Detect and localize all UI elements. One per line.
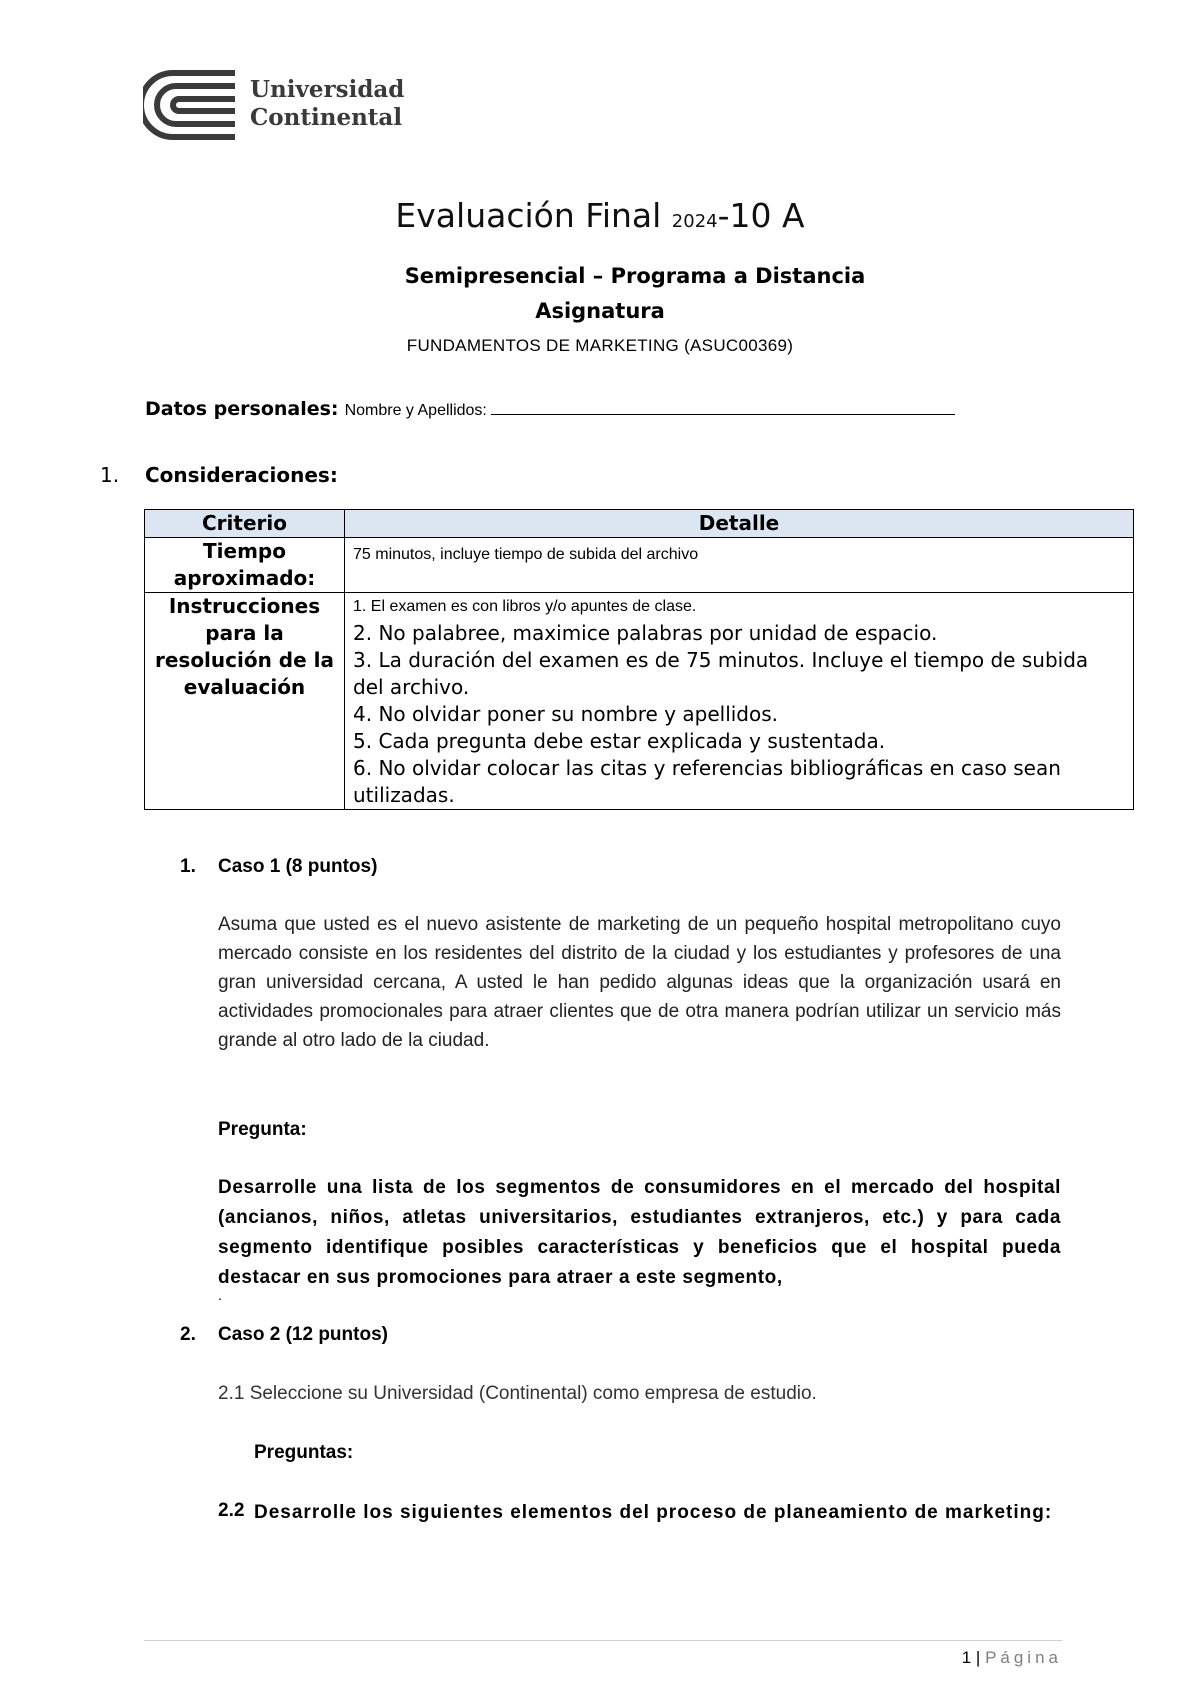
questions-label: Preguntas: [254,1442,354,1463]
case-item: 2.1 Seleccione su Universidad (Continental) como empresa de estudio. [218,1383,817,1404]
table-row [145,538,1134,593]
name-blank-line [491,400,955,415]
question-label: Pregunta: [218,1119,307,1140]
case-number: 1. [180,856,196,877]
criterio-cell: Tiempo aproximado: [145,538,345,593]
university-logo-text: Universidad Continental [250,76,405,131]
course-name: FUNDAMENTOS DE MARKETING (ASUC00369) [406,336,794,355]
case-title: Caso 2 (12 puntos) [218,1324,388,1345]
instruction-item: 4. No olvidar poner su nombre y apellidos. [353,702,779,726]
footer-divider [144,1640,1062,1641]
personal-data-field: Datos personales: Nombre y Apellidos: [145,398,955,420]
table-row [145,593,1134,810]
page-footer: 1 | Página [961,1648,1062,1667]
header-criterio: Criterio [145,510,345,538]
criterio-cell: Instrucciones para la resolución de la evaluación [145,593,345,810]
case-text: Asuma que usted es el nuevo asistente de marketing de un pequeño hospital metropolitano cuyo mercado consiste en los residentes del distrito de la ciudad y los estudiantes y profesores de una gran universidad cercana, A usted le han pedido algunas ideas que la organización usará en actividades promocionales para atraer clientes que de otra manera podrían utilizar un servicio más grande al otro lado de la ciudad. [218,914,1061,1051]
case-title: Caso 1 (8 puntos) [218,856,378,877]
header-detalle: Detalle [345,510,1134,538]
case-number: 2. [180,1324,196,1345]
section-title: Consideraciones: [145,463,338,487]
case-item-number: 2.2 [218,1500,245,1521]
instruction-item: 2. No palabree, maximice palabras por unidad de espacio. [353,621,938,645]
detalle-cell: 75 minutos, incluye tiempo de subida del archivo [345,538,1134,593]
asignatura-label: Asignatura [535,299,665,323]
instruction-item: 1. El examen es con libros y/o apuntes de clase. [353,598,697,615]
instruction-item: 5. Cada pregunta debe estar explicada y sustentada. [353,729,886,753]
considerations-table [144,509,1134,810]
subtitle: Semipresencial – Programa a Distancia [404,264,866,288]
table-header-row [145,510,1134,538]
instruction-item: 6. No olvidar colocar las citas y referencias bibliográficas en caso sean utilizadas. [353,756,1061,807]
instructions-cell [345,593,1134,810]
question-text: Desarrolle una lista de los segmentos de consumidores en el mercado del hospital (ancianos, niños, atletas universitarios, estudiantes extranjeros, etc.) y para cada segmento identifique posibles características y beneficios que el hospital pueda destacar en sus promociones para atraer a este segmento, [218,1177,1061,1288]
case-item-text: Desarrolle los siguientes elementos del proceso de planeamiento de marketing: [254,1502,1053,1523]
section-number: 1. [100,463,120,487]
stray-dot: . [218,1287,222,1303]
page-title: Evaluación Final 2024-10 A [395,196,805,235]
instruction-item: 3. La duración del examen es de 75 minutos. Incluye el tiempo de subida del archivo. [353,648,1089,699]
